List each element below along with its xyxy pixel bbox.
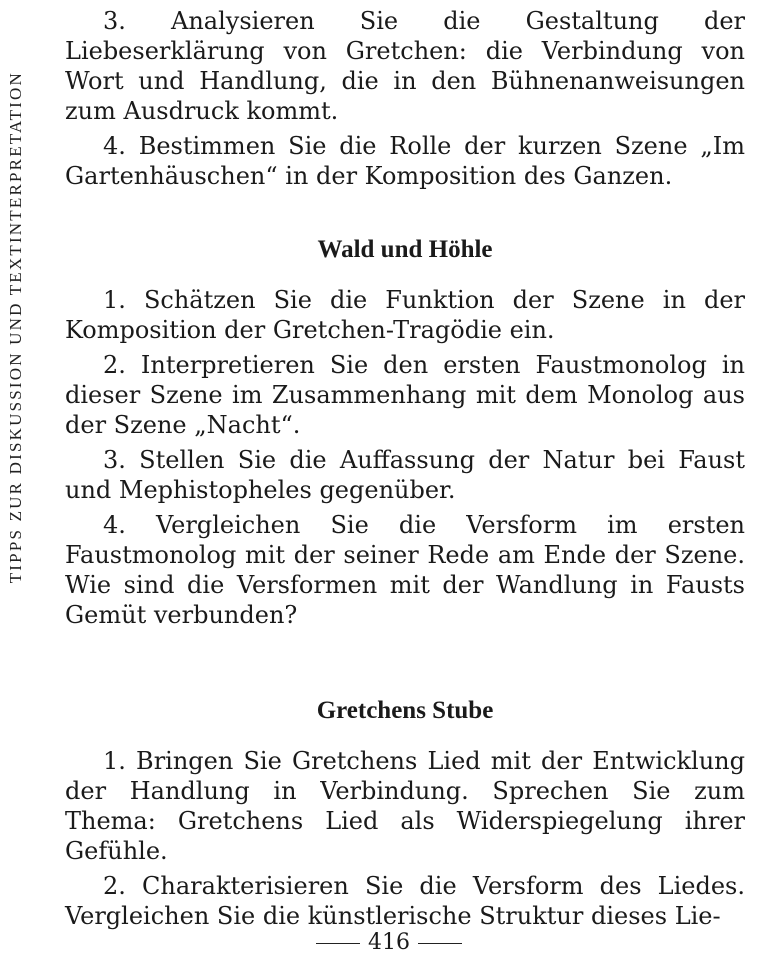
side-title-text: TIPPS ZUR DISKUSSION UND TEXTINTERPRETATION bbox=[6, 70, 25, 584]
list-item: 3. Stellen Sie die Auffassung der Natur bei Faust und Mephistopheles gegenüber. bbox=[65, 446, 745, 504]
list-item: 1. Schätzen Sie die Funktion der Szene in der Komposition der Gretchen-Tragödie ein. bbox=[65, 286, 745, 344]
footer-dash-left bbox=[316, 943, 360, 944]
page-number: 416 bbox=[368, 930, 410, 955]
list-item: 4. Vergleichen Sie die Versform im ersten Faustmonolog mit der seiner Rede am Ende der Szene. Wie sind die Versformen mit der Wandlung in Fausts Gemüt verbunden? bbox=[65, 511, 745, 629]
page-content bbox=[65, 6, 745, 936]
footer-dash-right bbox=[418, 943, 462, 944]
intro-item-4: 4. Bestimmen Sie die Rolle der kurzen Szene „Im Gartenhäuschen“ in der Komposition des Ganzen. bbox=[65, 132, 745, 190]
section-wald-und-hoehle bbox=[65, 235, 745, 630]
section-heading: Wald und Höhle bbox=[317, 236, 493, 263]
section-heading: Gretchens Stube bbox=[316, 697, 494, 724]
list-item: 2. Interpretieren Sie den ersten Faustmonolog in dieser Szene im Zusammenhang mit dem Monolog aus der Szene „Nacht“. bbox=[65, 351, 745, 439]
section-gretchens-stube bbox=[65, 696, 745, 931]
page-footer bbox=[0, 928, 778, 958]
running-side-title bbox=[2, 12, 30, 642]
list-item: 2. Charakterisieren Sie die Versform des Liedes. Vergleichen Sie die künstlerische Struktur dieses Lie- bbox=[65, 872, 745, 930]
intro-item-3: 3. Analysieren Sie die Gestaltung der Liebeserklärung von Gretchen: die Verbindung von Wort und Handlung, die in den Bühnenanweisungen zum Ausdruck kommt. bbox=[65, 7, 745, 125]
list-item: 1. Bringen Sie Gretchens Lied mit der Entwicklung der Handlung in Verbindung. Sprechen Sie zum Thema: Gretchens Lied als Widerspiegelung ihrer Gefühle. bbox=[65, 747, 745, 865]
